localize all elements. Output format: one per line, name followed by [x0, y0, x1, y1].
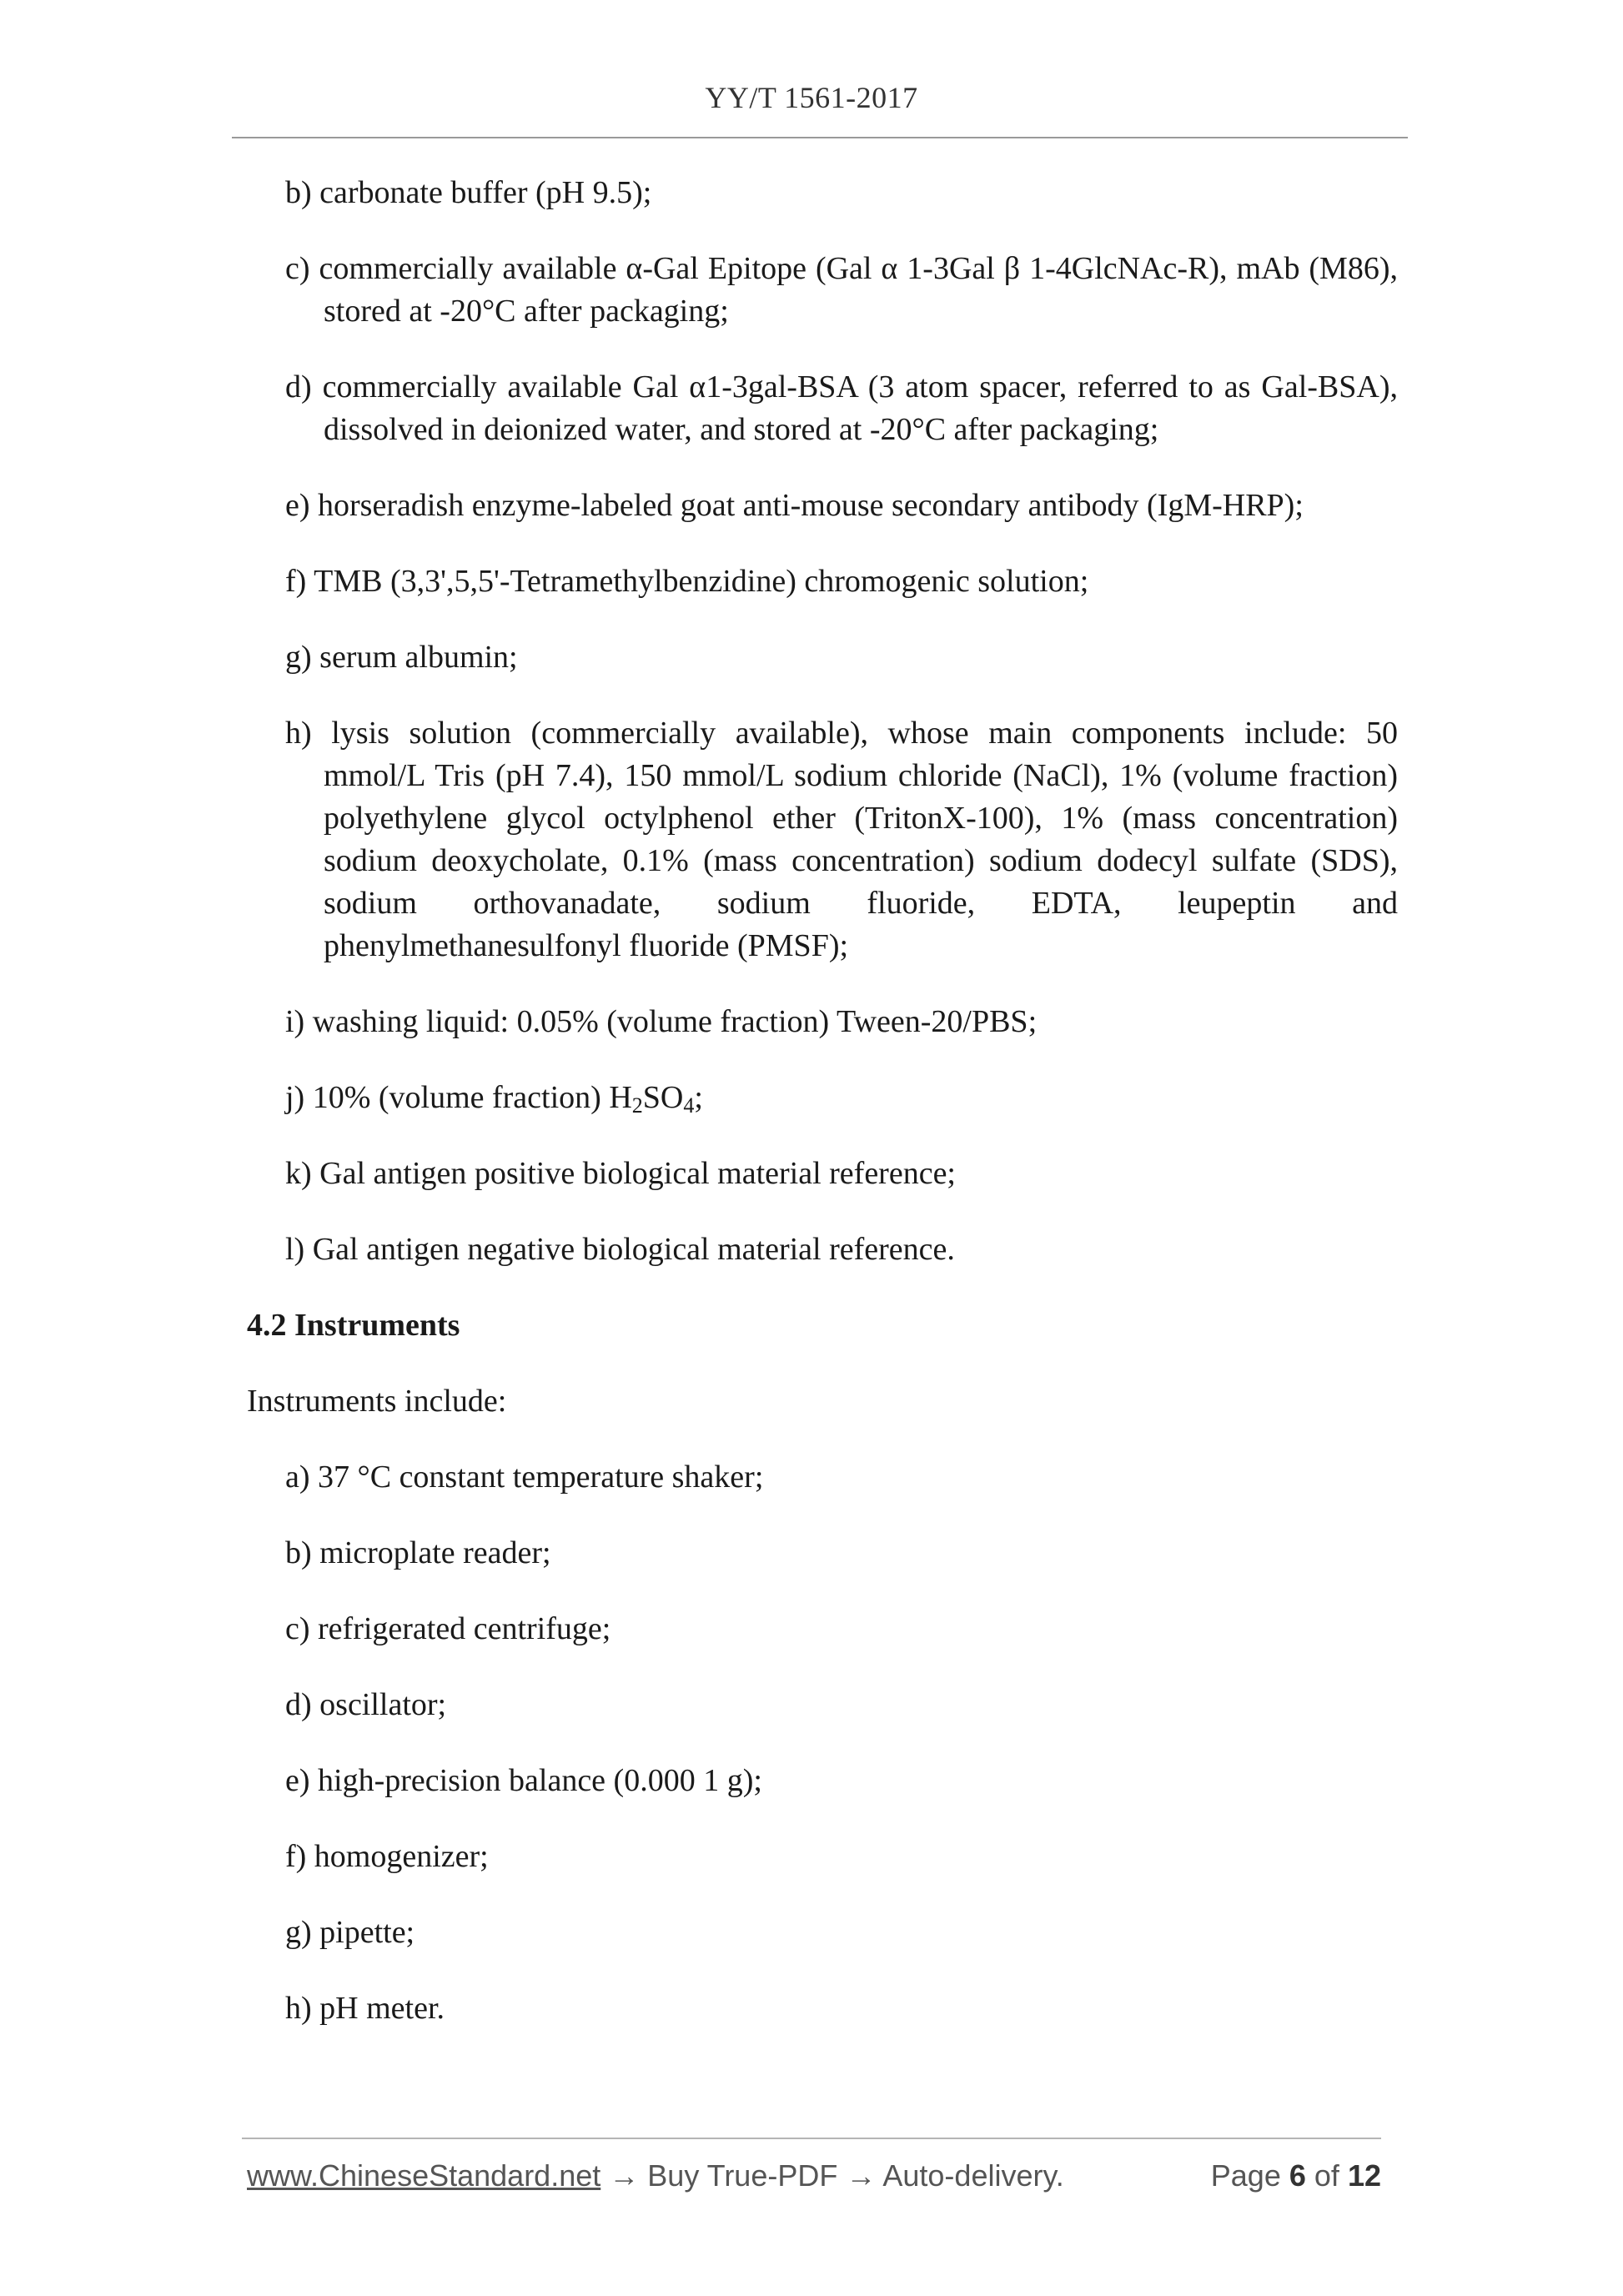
list-item-text: c) refrigerated centrifuge;	[285, 1611, 611, 1646]
header-divider	[232, 137, 1408, 138]
list-item	[285, 248, 1398, 333]
website-link[interactable]: www.ChineseStandard.net	[247, 2158, 601, 2193]
page-number: 6	[1289, 2158, 1306, 2193]
of-label: of	[1314, 2158, 1339, 2193]
list-item-sulfuric-acid	[285, 1077, 1398, 1119]
list-item	[285, 712, 1398, 967]
footer-divider	[242, 2138, 1381, 2139]
list-item	[285, 366, 1398, 451]
list-item	[285, 1456, 1398, 1499]
arrow-right-icon: →	[609, 2158, 640, 2193]
document-header: YY/T 1561-2017	[705, 81, 918, 114]
list-item-text: d) oscillator;	[285, 1687, 447, 1722]
list-item-text: g) serum albumin;	[285, 640, 518, 675]
list-item	[285, 1836, 1398, 1878]
page-total: 12	[1347, 2158, 1381, 2193]
formula-suffix: ;	[694, 1080, 703, 1115]
list-item-text: f) TMB (3,3',5,5'-Tetramethylbenzidine) chromogenic solution;	[285, 564, 1089, 599]
list-item-text: d) commercially available Gal α1-3gal-BSA (3 atom spacer, referred to as Gal-BSA), dissolved in deionized water, and stored at -20°C after packaging;	[285, 369, 1398, 447]
page-indicator	[1211, 2158, 1381, 2193]
list-item-text: g) pipette;	[285, 1915, 415, 1950]
buy-pdf-text: Buy True-PDF	[647, 2158, 838, 2193]
list-item	[285, 1912, 1398, 1954]
list-item	[285, 1532, 1398, 1575]
delivery-text: Auto-delivery.	[882, 2158, 1064, 2193]
list-item	[285, 485, 1398, 527]
list-item	[285, 1987, 1398, 2030]
list-item	[285, 1760, 1398, 1802]
arrow-right-icon: →	[846, 2158, 877, 2193]
list-item-text: l) Gal antigen negative biological material reference.	[285, 1232, 955, 1267]
list-item-text: k) Gal antigen positive biological material reference;	[285, 1156, 956, 1191]
list-item-text: h) lysis solution (commercially available), whose main components include: 50 mmol/L Tris (pH 7.4), 150 mmol/L sodium chloride (NaCl), 1% (volume fraction) polyethylene glycol octylphenol ether (TritonX-100), 1% (mass concentration) sodium deoxycholate, 0.1% (mass concentration) sodium dodecyl sulfate (SDS), sodium orthovanadate, sodium fluoride, EDTA, leupeptin and phenylmethanesulfonyl fluoride (PMSF);	[285, 716, 1398, 963]
list-item	[285, 1228, 1398, 1271]
list-item-text: h) pH meter.	[285, 1991, 445, 2026]
list-item	[285, 1684, 1398, 1726]
document-body	[247, 172, 1398, 2063]
section-heading: 4.2 Instruments	[247, 1308, 460, 1343]
page-label: Page	[1210, 2158, 1281, 2193]
list-item	[285, 560, 1398, 603]
formula-mid: SO	[642, 1080, 684, 1115]
section-intro: Instruments include:	[247, 1384, 507, 1419]
list-item-text: c) commercially available α-Gal Epitope (Gal α 1-3Gal β 1-4GlcNAc-R), mAb (M86), stored at -20°C after packaging;	[285, 251, 1398, 329]
list-item-text: b) carbonate buffer (pH 9.5);	[285, 175, 652, 210]
subscript: 2	[631, 1093, 643, 1118]
list-item-text: b) microplate reader;	[285, 1535, 551, 1570]
subscript: 4	[683, 1093, 695, 1118]
page-footer	[247, 2158, 1381, 2193]
list-item-text: e) horseradish enzyme-labeled goat anti-mouse secondary antibody (IgM-HRP);	[285, 488, 1304, 523]
list-item-text	[285, 1077, 1398, 1119]
formula-prefix: j) 10% (volume fraction) H	[285, 1080, 632, 1115]
list-item-text: a) 37 °C constant temperature shaker;	[285, 1459, 764, 1495]
list-item-text: e) high-precision balance (0.000 1 g);	[285, 1763, 762, 1798]
list-item	[285, 1153, 1398, 1195]
list-item-text: f) homogenizer;	[285, 1839, 489, 1874]
list-item	[285, 636, 1398, 679]
list-item	[285, 1608, 1398, 1650]
list-item	[285, 172, 1398, 214]
list-item-text: i) washing liquid: 0.05% (volume fraction) Tween-20/PBS;	[285, 1004, 1038, 1039]
list-item	[285, 1001, 1398, 1043]
